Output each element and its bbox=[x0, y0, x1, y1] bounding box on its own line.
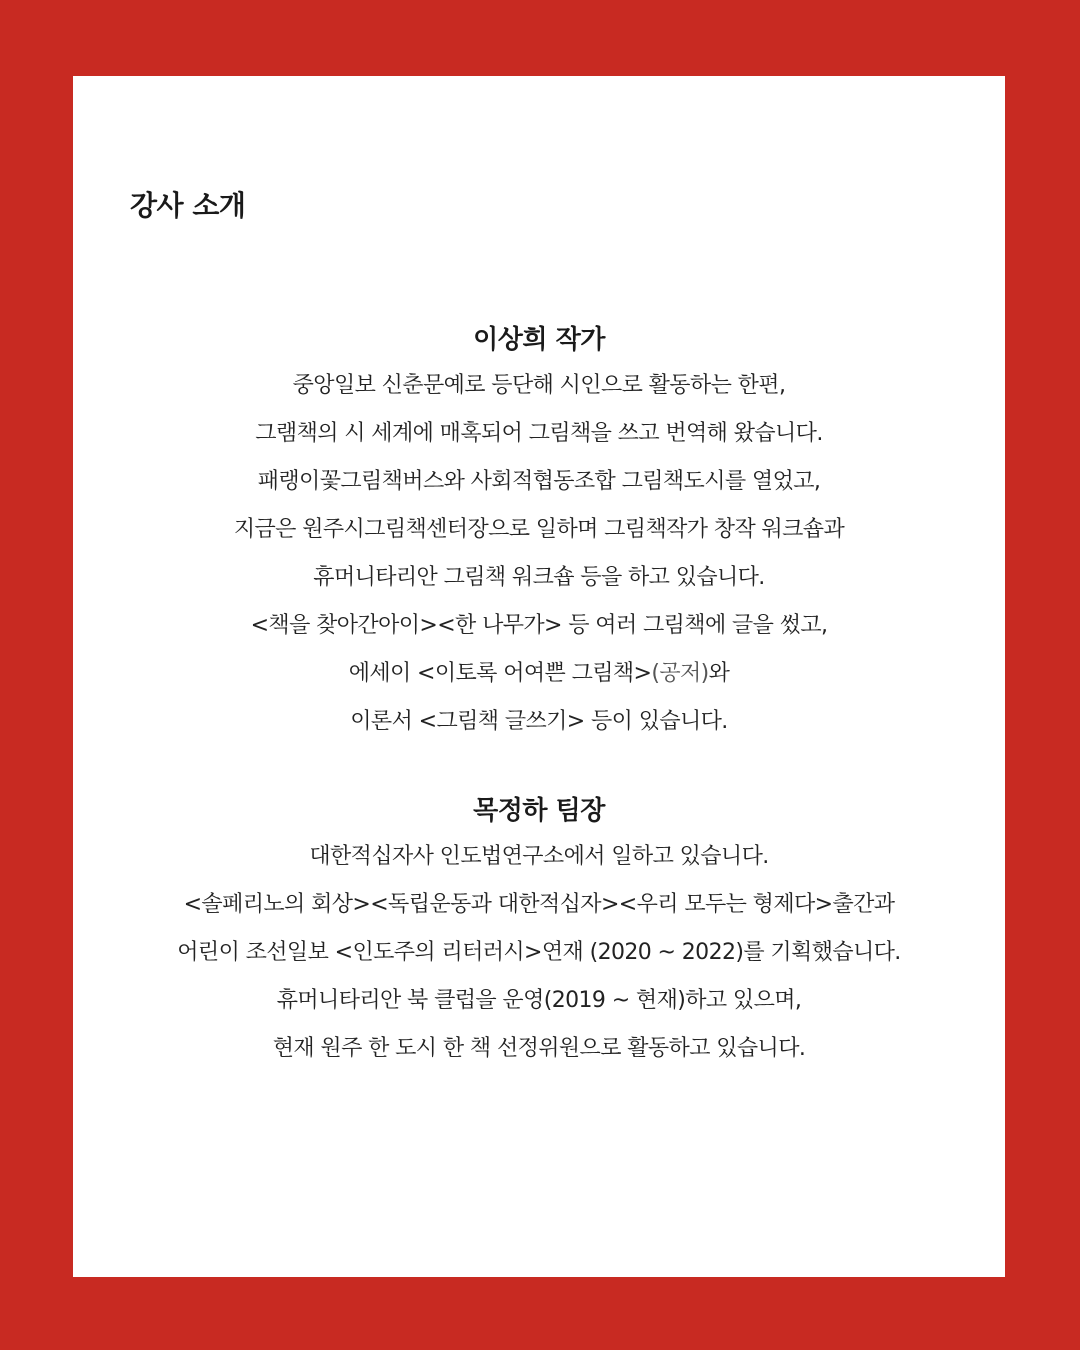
instructor-name: 이상희 작가 bbox=[473, 325, 605, 355]
bio-line: 휴머니타리안 북 클럽을 운영(2019 ~ 현재)하고 있으며, bbox=[276, 988, 802, 1013]
bio-line: 이론서 <그림책 글쓰기> 등이 있습니다. bbox=[350, 709, 728, 734]
bio-line: 그램책의 시 세계에 매혹되어 그림책을 쓰고 번역해 왔습니다. bbox=[255, 421, 823, 446]
bio-line: 현재 원주 한 도시 한 책 선정위원으로 활동하고 있습니다. bbox=[272, 1036, 806, 1061]
section-title: 강사 소개 bbox=[130, 189, 246, 222]
bio-line: 어린이 조선일보 <인도주의 리터러시>연재 (2020 ~ 2022)를 기획했습니다. bbox=[177, 940, 901, 965]
coauthor-note: (공저) bbox=[651, 661, 709, 686]
bio-line: 중앙일보 신춘문예로 등단해 시인으로 활동하는 한편, bbox=[292, 373, 786, 398]
instructor-name: 목정하 팀장 bbox=[473, 796, 605, 826]
bio-line: <책을 찾아간아이><한 나무가> 등 여러 그림책에 글을 썼고, bbox=[250, 613, 828, 638]
bio-line: 대한적십자사 인도법연구소에서 일하고 있습니다. bbox=[309, 844, 769, 869]
content-card bbox=[73, 76, 1005, 1277]
bio-line bbox=[73, 650, 1005, 698]
bio-text: 와 bbox=[708, 661, 730, 686]
instructor-profile-lee bbox=[73, 318, 1005, 746]
bio-text: 에세이 <이토록 어여쁜 그림책> bbox=[348, 661, 652, 686]
instructor-profile-mok bbox=[73, 789, 1005, 1073]
bio-line: 지금은 원주시그림책센터장으로 일하며 그림책작가 창작 워크숍과 bbox=[233, 517, 845, 542]
bio-line: <솔페리노의 회상><독립운동과 대한적십자><우리 모두는 형제다>출간과 bbox=[183, 892, 895, 917]
bio-line: 패랭이꽃그림책버스와 사회적협동조합 그림책도시를 열었고, bbox=[257, 469, 821, 494]
bio-line: 휴머니타리안 그림책 워크숍 등을 하고 있습니다. bbox=[313, 565, 765, 590]
